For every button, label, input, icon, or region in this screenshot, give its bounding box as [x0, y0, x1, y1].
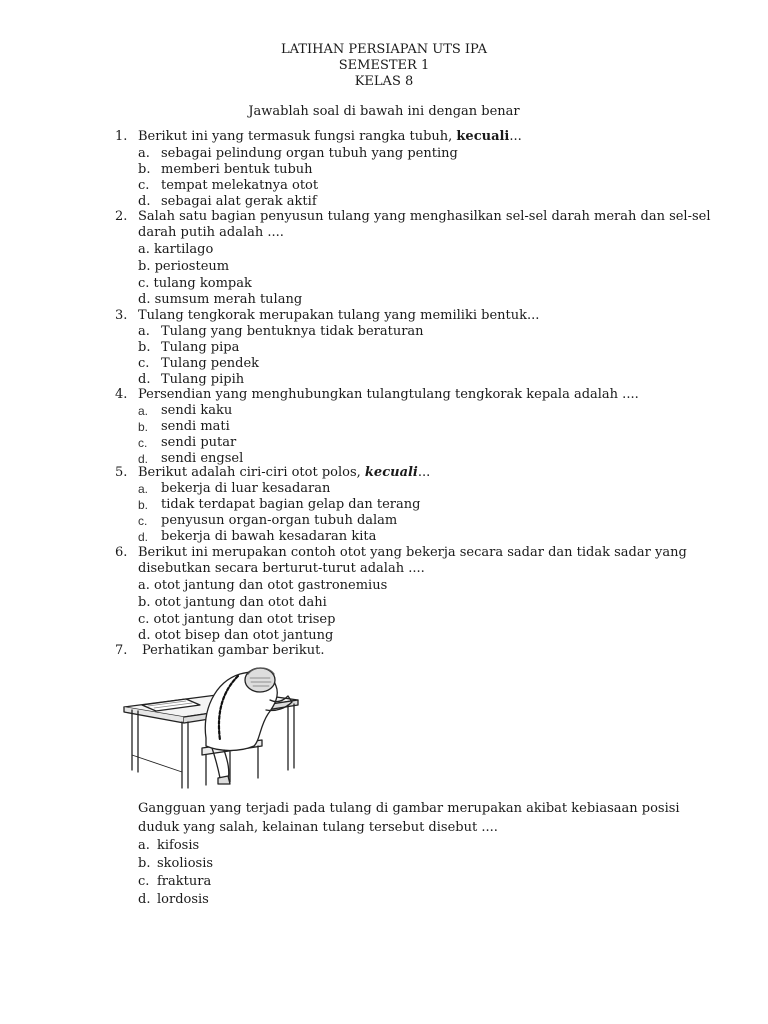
option-text: Tulang pendek — [161, 356, 260, 371]
option-text: bekerja di luar kesadaran — [161, 481, 331, 496]
instruction: Jawablah soal di bawah ini dengan benar — [248, 104, 520, 119]
option-mark: b. — [138, 162, 151, 177]
question-7-number: 7. — [115, 643, 128, 658]
option-mark: d. — [138, 452, 149, 466]
option-text: kifosis — [157, 838, 200, 853]
question-6-text-line-1: Berikut ini merupakan contoh otot yang bekerja secara sadar dan tidak sadar yang — [138, 545, 687, 560]
question-4-text: Persendian yang menghubungkan tulangtulang tengkorak kepala adalah .... — [138, 387, 639, 402]
option-mark: c. — [138, 436, 148, 450]
page-title: LATIHAN PERSIAPAN UTS IPA — [281, 42, 487, 57]
option-mark: c. — [138, 356, 150, 371]
question-6-text-line-2: disebutkan secara berturut-turut adalah .... — [138, 561, 425, 576]
option-text: d. otot bisep dan otot jantung — [138, 628, 334, 643]
option-text: c. otot jantung dan otot trisep — [138, 612, 336, 627]
option-mark: a. — [138, 324, 150, 339]
option-text: memberi bentuk tubuh — [161, 162, 313, 177]
option-text: sebagai pelindung organ tubuh yang penting — [161, 146, 458, 161]
option-mark: d. — [138, 372, 151, 387]
option-text: sendi kaku — [161, 403, 233, 418]
option-mark: c. — [138, 514, 148, 528]
question-6-number: 6. — [115, 545, 128, 560]
semester-label: SEMESTER 1 — [338, 58, 430, 73]
option-text: Tulang pipa — [161, 340, 240, 355]
question-4-number: 4. — [115, 387, 128, 402]
option-mark: d. — [138, 194, 151, 209]
option-text: c. tulang kompak — [138, 276, 252, 291]
question-5-text: Berikut adalah ciri-ciri otot polos, kecuali... — [138, 465, 431, 480]
question-2-number: 2. — [115, 209, 128, 224]
option-mark: b. — [138, 340, 151, 355]
question-3-text: Tulang tengkorak merupakan tulang yang memiliki bentuk... — [138, 308, 540, 323]
question-3-number: 3. — [115, 308, 128, 323]
option-text: skoliosis — [157, 856, 214, 871]
option-text: a. kartilago — [138, 242, 214, 257]
question-7-text: Perhatikan gambar berikut. — [142, 643, 325, 658]
option-text: tidak terdapat bagian gelap dan terang — [161, 497, 421, 512]
option-text: b. periosteum — [138, 259, 230, 274]
option-mark: b. — [138, 420, 149, 434]
question-2-text-line-1: Salah satu bagian penyusun tulang yang menghasilkan sel-sel darah merah dan sel-sel — [138, 209, 711, 224]
question-2-text-line-2: darah putih adalah .... — [138, 225, 284, 240]
option-mark: a. — [138, 482, 149, 496]
option-text: sendi putar — [161, 435, 237, 450]
option-text: Tulang yang bentuknya tidak beraturan — [161, 324, 424, 339]
option-mark: a. — [138, 838, 150, 853]
option-text: lordosis — [157, 892, 209, 907]
option-mark: d. — [138, 892, 151, 907]
student-slouching-at-desk-illustration — [120, 660, 305, 795]
option-text: sebagai alat gerak aktif — [161, 194, 317, 209]
class-label: KELAS 8 — [354, 74, 414, 89]
question-1-text: Berikut ini yang termasuk fungsi rangka tubuh, kecuali... — [138, 129, 522, 144]
option-text: Tulang pipih — [161, 372, 245, 387]
option-text: sendi mati — [161, 419, 230, 434]
option-text: tempat melekatnya otot — [161, 178, 319, 193]
option-text: a. otot jantung dan otot gastronemius — [138, 578, 388, 593]
option-mark: a. — [138, 146, 150, 161]
option-mark: d. — [138, 530, 149, 544]
option-mark: c. — [138, 178, 150, 193]
option-mark: a. — [138, 404, 149, 418]
option-text: b. otot jantung dan otot dahi — [138, 595, 327, 610]
option-mark: b. — [138, 856, 151, 871]
question-1-number: 1. — [115, 129, 128, 144]
option-text: sendi engsel — [161, 451, 244, 466]
question-5-number: 5. — [115, 465, 128, 480]
option-text: d. sumsum merah tulang — [138, 292, 303, 307]
option-mark: b. — [138, 498, 149, 512]
question-7-text-line-1: Gangguan yang terjadi pada tulang di gambar merupakan akibat kebiasaan posisi — [138, 801, 680, 816]
option-mark: c. — [138, 874, 150, 889]
question-7-text-line-2: duduk yang salah, kelainan tulang tersebut disebut .... — [138, 820, 498, 835]
option-text: penyusun organ-organ tubuh dalam — [161, 513, 398, 528]
option-text: bekerja di bawah kesadaran kita — [161, 529, 377, 544]
option-text: fraktura — [157, 874, 212, 889]
